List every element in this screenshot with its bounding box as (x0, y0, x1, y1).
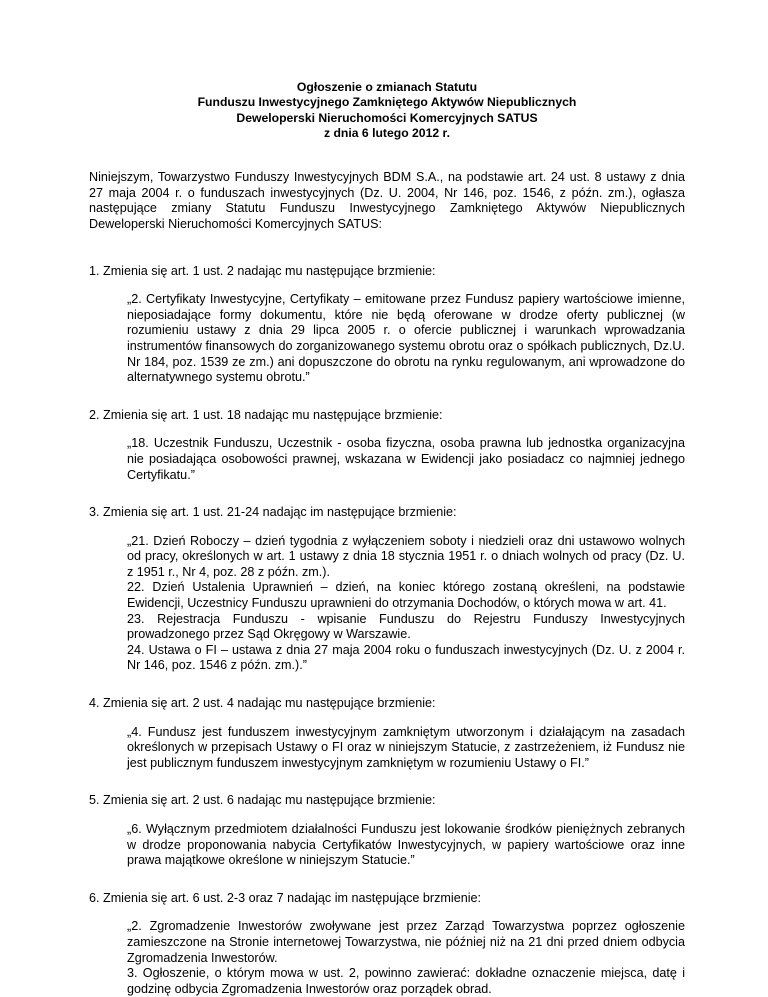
amendment-quote (127, 822, 685, 869)
amendment-5 (89, 793, 685, 868)
amendment-6 (89, 891, 685, 997)
amendment-4 (89, 696, 685, 771)
intro-paragraph: Niniejszym, Towarzystwo Funduszy Inwestycyjnych BDM S.A., na podstawie art. 24 ust. 8 ustawy z dnia 27 maja 2004 r. o funduszach inwestycyjnych (Dz. U. 2004, Nr 146, poz. 1546, z późn. zm.), ogłasza następujące zmiany Statutu Funduszu Inwestycyjnego Zamkniętego Aktywów Niepublicznych Deweloperski Nieruchomości Komercyjnych SATUS: (89, 170, 685, 231)
amendment-quote (127, 292, 685, 386)
amendment-heading: 5. Zmienia się art. 2 ust. 6 nadając mu następujące brzmienie: (89, 793, 436, 808)
quote-paragraph: 22. Dzień Ustalenia Uprawnień – dzień, na koniec którego zostaną określeni, na podstawie Ewidencji, Uczestnicy Funduszu uprawnieni do otrzymania Dochodów, o których mowa w art. 41. (127, 580, 685, 611)
document-page (89, 80, 685, 997)
amendment-2 (89, 408, 685, 483)
quote-paragraph: „6. Wyłącznym przedmiotem działalności Funduszu jest lokowanie środków pieniężnych zebranych w drodze proponowania nabycia Certyfikatów Inwestycyjnych, w papiery wartościowe oraz inne prawa majątkowe określone w niniejszym Statucie.” (127, 822, 685, 868)
title-line: Ogłoszenie o zmianach Statutu (296, 80, 478, 94)
amendment-heading: 3. Zmienia się art. 1 ust. 21-24 nadając im następujące brzmienie: (89, 505, 457, 520)
amendment-1 (89, 264, 685, 386)
quote-paragraph: 3. Ogłoszenie, o którym mowa w ust. 2, powinno zawierać: dokładne oznaczenie miejsca, datę i godzinę odbycia Zgromadzenia Inwestorów oraz porządek obrad. (127, 966, 685, 996)
amendment-heading: 6. Zmienia się art. 6 ust. 2-3 oraz 7 nadając im następujące brzmienie: (89, 890, 481, 905)
title-line: Funduszu Inwestycyjnego Zamkniętego Aktywów Niepublicznych (197, 95, 577, 110)
amendment-quote (127, 436, 685, 483)
amendment-quote (127, 534, 685, 674)
title-line: z dnia 6 lutego 2012 r. (324, 125, 450, 140)
quote-paragraph: „4. Fundusz jest funduszem inwestycyjnym zamkniętym utworzonym i działającym na zasadach określonych w przepisach Ustawy o FI oraz w niniejszym Statucie, z zastrzeżeniem, iż Fundusz nie jest publicznym funduszem inwestycyjnym zamkniętym w rozumieniu Ustawy o FI.” (127, 724, 685, 770)
quote-paragraph: 23. Rejestracja Funduszu - wpisanie Funduszu do Rejestru Funduszy Inwestycyjnych prowadzonego przez Sąd Okręgowy w Warszawie. (127, 611, 685, 642)
quote-paragraph: 24. Ustawa o FI – ustawa z dnia 27 maja 2004 roku o funduszach inwestycyjnych (Dz. U. z 2004 r. Nr 146, poz. 1546 z późn. zm.).” (127, 642, 685, 673)
document-title (89, 80, 685, 141)
amendment-quote (127, 919, 685, 997)
quote-paragraph: „21. Dzień Roboczy – dzień tygodnia z wyłączeniem soboty i niedzieli oraz dni ustawowo wolnych od pracy, określonych w art. 1 ustawy z dnia 18 stycznia 1951 r. o dniach wolnych od pracy (Dz. U. z 1951 r., Nr 4, poz. 28 z późn. zm.). (127, 533, 685, 579)
title-line: Deweloperski Nieruchomości Komercyjnych SATUS (236, 110, 538, 125)
quote-paragraph: „18. Uczestnik Funduszu, Uczestnik - osoba fizyczna, osoba prawna lub jednostka organizacyjna nie posiadająca osobowości prawnej, wskazana w Ewidencji jako posiadacz co najmniej jednego Certyfikatu.” (127, 436, 685, 482)
amendment-quote (127, 725, 685, 772)
amendment-3 (89, 505, 685, 674)
quote-paragraph: „2. Zgromadzenie Inwestorów zwoływane jest przez Zarząd Towarzystwa poprzez ogłoszenie zamieszczone na Stronie internetowej Towarzystwa, nie później niż na 21 dni przed dniem odbycia Zgromadzenia Inwestorów. (127, 919, 685, 965)
quote-paragraph: „2. Certyfikaty Inwestycyjne, Certyfikaty – emitowane przez Fundusz papiery wartościowe imienne, nieposiadające formy dokumentu, które nie będą oferowane w drodze oferty publicznej (w rozumieniu ustawy z dnia 29 lipca 2005 r. o ofercie publicznej i warunkach wprowadzania instrumentów finansowych do zorganizowanego systemu obrotu oraz o spółkach publicznych, Dz.U. Nr 184, poz. 1539 ze zm.) ani dopuszczone do obrotu na rynku regulowanym, ani wprowadzone do alternatywnego systemu obrotu.” (127, 292, 685, 385)
amendment-heading: 1. Zmienia się art. 1 ust. 2 nadając mu następujące brzmienie: (89, 263, 436, 278)
amendment-heading: 4. Zmienia się art. 2 ust. 4 nadając mu następujące brzmienie: (89, 696, 436, 711)
amendment-heading: 2. Zmienia się art. 1 ust. 18 nadając mu następujące brzmienie: (89, 407, 443, 422)
